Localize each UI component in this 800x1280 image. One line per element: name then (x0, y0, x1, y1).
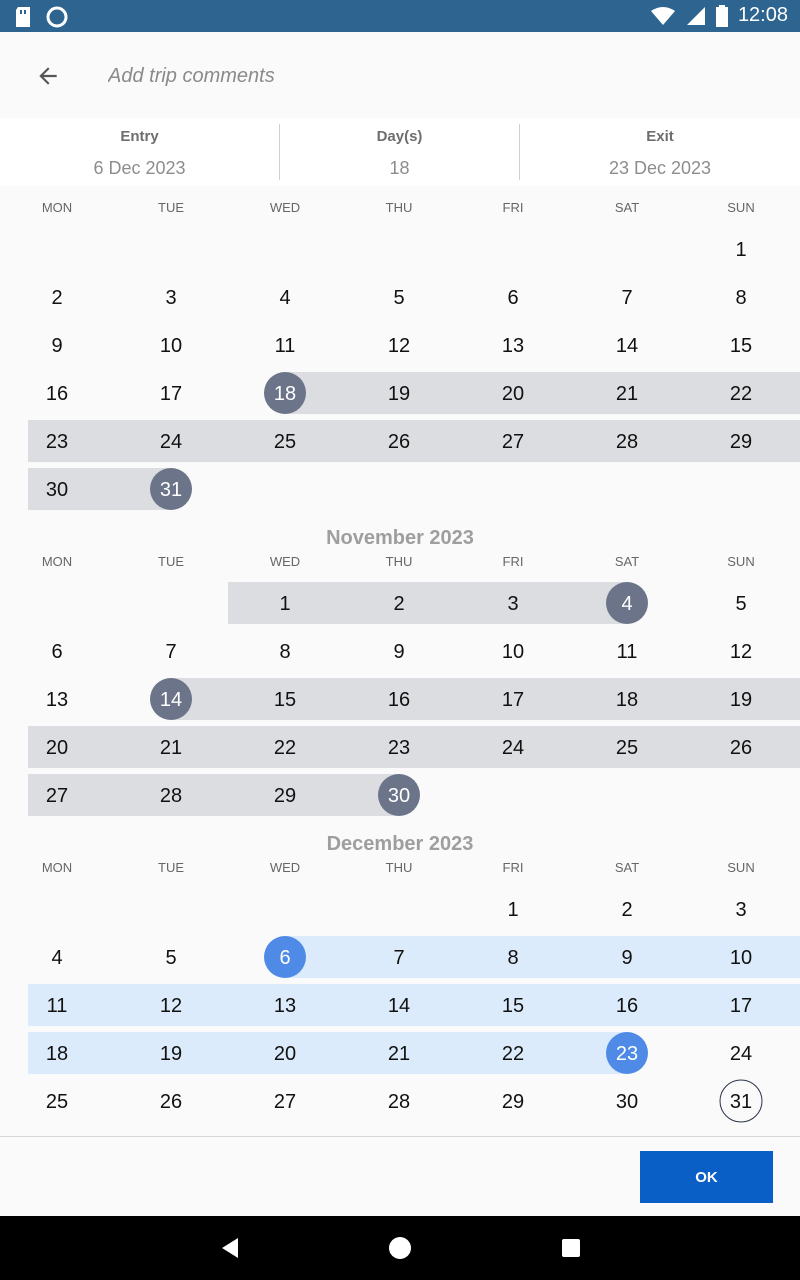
recents-icon (559, 1236, 583, 1260)
status-time: 12:08 (737, 4, 788, 26)
signal-icon (686, 6, 706, 26)
weekday-label: THU (385, 860, 413, 875)
day-cell[interactable]: 11 (616, 641, 638, 663)
day-cell[interactable]: 24 (159, 431, 183, 453)
day-cell[interactable]: 19 (159, 1043, 183, 1065)
range-band (28, 1032, 627, 1074)
days-label: Day(s) (376, 128, 423, 145)
day-cell[interactable]: 26 (387, 431, 411, 453)
day-cell[interactable]: 1 (279, 593, 291, 615)
day-cell[interactable]: 13 (45, 689, 69, 711)
weekday-label: FRI (502, 554, 524, 569)
day-cell[interactable]: 21 (615, 383, 639, 405)
day-cell[interactable]: 16 (615, 995, 639, 1017)
day-cell[interactable]: 4 (51, 947, 63, 969)
day-cell[interactable]: 20 (273, 1043, 297, 1065)
weekday-label: SAT (614, 860, 640, 875)
day-cell[interactable]: 11 (274, 335, 296, 357)
range-band (28, 984, 800, 1026)
day-cell[interactable]: 17 (159, 383, 183, 405)
back-button[interactable] (24, 54, 72, 98)
day-cell[interactable]: 17 (501, 689, 525, 711)
day-cell[interactable]: 6 (51, 641, 63, 663)
day-cell[interactable]: 26 (729, 737, 753, 759)
weekday-label: TUE (158, 554, 184, 569)
range-band (28, 774, 399, 816)
day-cell[interactable]: 22 (273, 737, 297, 759)
weekday-label: MON (41, 860, 73, 875)
day-cell[interactable]: 31 (159, 479, 183, 501)
month-3 (28, 833, 800, 1122)
days-summary (280, 118, 519, 186)
day-cell[interactable]: 3 (165, 287, 177, 309)
day-cell[interactable]: 28 (159, 785, 183, 807)
day-cell[interactable]: 8 (735, 287, 747, 309)
day-cell[interactable]: 15 (501, 995, 525, 1017)
day-cell[interactable]: 5 (735, 593, 747, 615)
day-cell[interactable]: 24 (729, 1043, 753, 1065)
weekday-label: TUE (158, 200, 184, 215)
day-cell[interactable]: 14 (387, 995, 411, 1017)
bottom-bar (0, 1136, 800, 1217)
month-title: November 2023 (326, 527, 474, 549)
day-cell[interactable]: 14 (615, 335, 639, 357)
day-cell[interactable]: 3 (735, 899, 747, 921)
day-cell[interactable]: 13 (501, 335, 525, 357)
days-value: 18 (389, 158, 410, 178)
day-cell[interactable]: 26 (159, 1091, 183, 1113)
weekday-label: SUN (727, 554, 755, 569)
day-cell[interactable]: 14 (159, 689, 183, 711)
range-band (28, 726, 800, 768)
day-cell[interactable]: 18 (615, 689, 639, 711)
weekday-label: SUN (727, 200, 755, 215)
day-cell[interactable]: 19 (729, 689, 753, 711)
status-bar (0, 0, 800, 32)
day-cell[interactable]: 9 (621, 947, 633, 969)
day-cell[interactable]: 6 (507, 287, 519, 309)
weekday-label: THU (385, 200, 413, 215)
day-cell[interactable]: 29 (273, 785, 297, 807)
sync-icon (46, 6, 68, 28)
day-cell[interactable]: 15 (729, 335, 753, 357)
month-title: December 2023 (326, 833, 474, 855)
back-icon (218, 1236, 242, 1260)
day-cell[interactable]: 15 (273, 689, 297, 711)
day-cell[interactable]: 17 (729, 995, 753, 1017)
weekday-label: SUN (727, 860, 755, 875)
day-cell[interactable]: 22 (729, 383, 753, 405)
day-cell[interactable]: 9 (393, 641, 405, 663)
day-cell[interactable]: 19 (387, 383, 411, 405)
range-band (285, 372, 800, 414)
navigation-bar (0, 1216, 800, 1280)
day-cell[interactable]: 31 (729, 1091, 753, 1113)
app-bar (0, 32, 800, 118)
day-cell[interactable]: 11 (46, 995, 68, 1017)
nav-recents-button[interactable] (551, 1228, 591, 1268)
day-cell[interactable]: 5 (165, 947, 177, 969)
day-cell[interactable]: 2 (393, 593, 405, 615)
day-cell[interactable]: 5 (393, 287, 405, 309)
weekday-label: FRI (502, 200, 524, 215)
day-cell[interactable]: 4 (279, 287, 291, 309)
home-icon (388, 1236, 412, 1260)
day-cell[interactable]: 27 (45, 785, 69, 807)
weekday-label: TUE (158, 860, 184, 875)
day-cell[interactable]: 22 (501, 1043, 525, 1065)
weekday-label: SAT (614, 200, 640, 215)
day-cell[interactable]: 30 (387, 785, 411, 807)
exit-summary (520, 118, 800, 186)
day-cell[interactable]: 12 (729, 641, 753, 663)
day-cell[interactable]: 20 (501, 383, 525, 405)
day-cell[interactable]: 28 (615, 431, 639, 453)
day-cell[interactable]: 10 (501, 641, 525, 663)
battery-icon (716, 5, 728, 27)
day-cell[interactable]: 25 (273, 431, 297, 453)
weekday-label: FRI (502, 860, 524, 875)
day-cell[interactable]: 12 (159, 995, 183, 1017)
day-cell[interactable]: 27 (501, 431, 525, 453)
day-cell[interactable]: 25 (615, 737, 639, 759)
day-cell[interactable]: 2 (621, 899, 633, 921)
weekday-label: WED (269, 860, 301, 875)
range-band (285, 936, 800, 978)
arrow-back-icon (35, 63, 61, 89)
exit-label: Exit (646, 128, 674, 145)
day-cell[interactable]: 2 (51, 287, 63, 309)
day-cell[interactable]: 7 (165, 641, 177, 663)
day-cell[interactable]: 25 (45, 1091, 69, 1113)
day-cell[interactable]: 28 (387, 1091, 411, 1113)
day-cell[interactable]: 12 (387, 335, 411, 357)
wifi-icon (650, 6, 676, 26)
day-cell[interactable]: 8 (507, 947, 519, 969)
range-band (171, 678, 800, 720)
day-cell[interactable]: 20 (45, 737, 69, 759)
day-cell[interactable]: 30 (45, 479, 69, 501)
nav-home-button[interactable] (380, 1228, 420, 1268)
day-cell[interactable]: 16 (45, 383, 69, 405)
weekday-label: WED (269, 200, 301, 215)
day-cell[interactable]: 7 (393, 947, 405, 969)
range-band (285, 582, 627, 624)
entry-label: Entry (120, 128, 159, 145)
day-cell[interactable]: 24 (501, 737, 525, 759)
day-cell[interactable]: 9 (51, 335, 63, 357)
day-cell[interactable]: 18 (45, 1043, 69, 1065)
day-cell[interactable]: 1 (507, 899, 519, 921)
day-cell[interactable]: 23 (387, 737, 411, 759)
trip-comments-input[interactable] (106, 58, 710, 94)
calendar-scroll[interactable] (0, 186, 800, 1136)
day-cell[interactable]: 27 (273, 1091, 297, 1113)
entry-value: 6 Dec 2023 (93, 158, 186, 178)
day-cell[interactable]: 29 (501, 1091, 525, 1113)
day-cell[interactable]: 18 (273, 383, 297, 405)
day-cell[interactable]: 16 (387, 689, 411, 711)
range-band (28, 420, 800, 462)
day-cell[interactable]: 10 (729, 947, 753, 969)
calendar (0, 186, 800, 1136)
sd-card-icon (14, 7, 32, 27)
exit-value: 23 Dec 2023 (608, 158, 712, 178)
day-cell[interactable]: 7 (621, 287, 633, 309)
day-cell[interactable]: 4 (621, 593, 633, 615)
weekday-label: WED (269, 554, 301, 569)
day-cell[interactable]: 10 (159, 335, 183, 357)
weekday-label: MON (41, 200, 73, 215)
day-cell[interactable]: 21 (387, 1043, 411, 1065)
day-cell[interactable]: 21 (159, 737, 183, 759)
ok-button[interactable]: OK (640, 1151, 773, 1203)
day-cell[interactable]: 23 (45, 431, 69, 453)
nav-back-button[interactable] (210, 1228, 250, 1268)
day-cell[interactable]: 6 (279, 947, 291, 969)
day-cell[interactable]: 13 (273, 995, 297, 1017)
entry-summary (0, 118, 279, 186)
day-cell[interactable]: 23 (615, 1043, 639, 1065)
day-cell[interactable]: 8 (279, 641, 291, 663)
weekday-label: MON (41, 554, 73, 569)
weekday-label: SAT (614, 554, 640, 569)
day-cell[interactable]: 30 (615, 1091, 639, 1113)
month-1 (28, 200, 800, 510)
month-2 (28, 527, 800, 816)
weekday-label: THU (385, 554, 413, 569)
day-cell[interactable]: 29 (729, 431, 753, 453)
day-cell[interactable]: 3 (507, 593, 519, 615)
trip-summary (0, 118, 800, 186)
day-cell[interactable]: 1 (735, 239, 747, 261)
